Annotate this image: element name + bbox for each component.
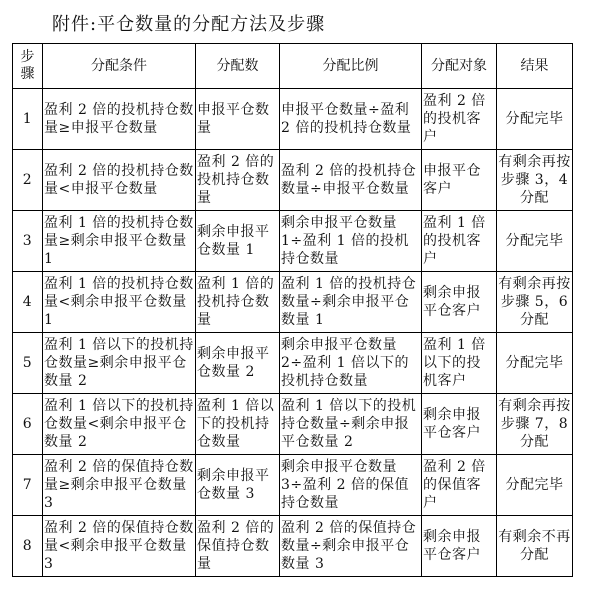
step-cell: 7 [13, 455, 43, 516]
table-row [13, 516, 573, 577]
table-row [13, 150, 573, 211]
amount-cell: 剩余申报平仓数量 2 [196, 333, 280, 394]
condition-cell: 盈利 1 倍的投机持仓数量≥剩余申报平仓数量 1 [43, 211, 196, 272]
target-cell: 申报平仓客户 [422, 150, 497, 211]
ratio-cell: 盈利 1 倍以下的投机持仓数量÷剩余申报平仓数量 2 [280, 394, 422, 455]
amount-cell: 盈利 2 倍的保值持仓数量 [196, 516, 280, 577]
result-cell: 有剩余再按步骤 7，8 分配 [497, 394, 573, 455]
condition-cell: 盈利 1 倍的投机持仓数量<剩余申报平仓数量 1 [43, 272, 196, 333]
step-cell: 1 [13, 89, 43, 150]
amount-cell: 申报平仓数量 [196, 89, 280, 150]
step-cell: 8 [13, 516, 43, 577]
ratio-cell: 盈利 2 倍的投机持仓数量÷申报平仓数量 [280, 150, 422, 211]
target-cell: 剩余申报平仓客户 [422, 272, 497, 333]
condition-cell: 盈利 1 倍以下的投机持仓数量<剩余申报平仓数量 2 [43, 394, 196, 455]
target-cell: 盈利 1 倍的投机客户 [422, 211, 497, 272]
result-cell: 有剩余再按步骤 3，4 分配 [497, 150, 573, 211]
table-row [13, 211, 573, 272]
result-cell: 有剩余再按步骤 5，6 分配 [497, 272, 573, 333]
target-cell: 盈利 2 倍的保值客户 [422, 455, 497, 516]
result-cell: 分配完毕 [497, 455, 573, 516]
table-row [13, 89, 573, 150]
amount-cell: 剩余申报平仓数量 1 [196, 211, 280, 272]
step-cell: 3 [13, 211, 43, 272]
header-step: 步骤 [13, 44, 43, 89]
amount-cell: 盈利 1 倍的投机持仓数量 [196, 272, 280, 333]
header-condition: 分配条件 [43, 44, 196, 89]
table-row [13, 394, 573, 455]
condition-cell: 盈利 2 倍的投机持仓数量≥申报平仓数量 [43, 89, 196, 150]
step-cell: 4 [13, 272, 43, 333]
condition-cell: 盈利 2 倍的保值持仓数量≥剩余申报平仓数量 3 [43, 455, 196, 516]
target-cell: 盈利 1 倍以下的投机客户 [422, 333, 497, 394]
ratio-cell: 剩余申报平仓数量 3÷盈利 2 倍的保值持仓数量 [280, 455, 422, 516]
ratio-cell: 剩余申报平仓数量 2÷盈利 1 倍以下的投机持仓数量 [280, 333, 422, 394]
result-cell: 分配完毕 [497, 333, 573, 394]
step-cell: 2 [13, 150, 43, 211]
amount-cell: 盈利 2 倍的投机持仓数量 [196, 150, 280, 211]
step-cell: 5 [13, 333, 43, 394]
table-header-row [13, 44, 573, 89]
header-target: 分配对象 [422, 44, 497, 89]
target-cell: 剩余申报平仓客户 [422, 394, 497, 455]
condition-cell: 盈利 2 倍的保值持仓数量<剩余申报平仓数量 3 [43, 516, 196, 577]
header-amount: 分配数 [196, 44, 280, 89]
result-cell: 分配完毕 [497, 211, 573, 272]
header-result: 结果 [497, 44, 573, 89]
step-cell: 6 [13, 394, 43, 455]
condition-cell: 盈利 1 倍以下的投机持仓数量≥剩余申报平仓数量 2 [43, 333, 196, 394]
target-cell: 剩余申报平仓客户 [422, 516, 497, 577]
header-ratio: 分配比例 [280, 44, 422, 89]
result-cell: 有剩余不再分配 [497, 516, 573, 577]
ratio-cell: 申报平仓数量÷盈利 2 倍的投机持仓数量 [280, 89, 422, 150]
result-cell: 分配完毕 [497, 89, 573, 150]
ratio-cell: 剩余申报平仓数量 1÷盈利 1 倍的投机持仓数量 [280, 211, 422, 272]
target-cell: 盈利 2 倍的投机客户 [422, 89, 497, 150]
table-row [13, 333, 573, 394]
amount-cell: 盈利 1 倍以下的投机持仓数量 [196, 394, 280, 455]
allocation-table [12, 43, 573, 577]
condition-cell: 盈利 2 倍的投机持仓数量<申报平仓数量 [43, 150, 196, 211]
table-row [13, 455, 573, 516]
table-row [13, 272, 573, 333]
amount-cell: 剩余申报平仓数量 3 [196, 455, 280, 516]
document-title: 附件:平仓数量的分配方法及步骤 [52, 14, 326, 35]
ratio-cell: 盈利 2 倍的保值持仓数量÷剩余申报平仓数量 3 [280, 516, 422, 577]
ratio-cell: 盈利 1 倍的投机持仓数量÷剩余申报平仓数量 1 [280, 272, 422, 333]
